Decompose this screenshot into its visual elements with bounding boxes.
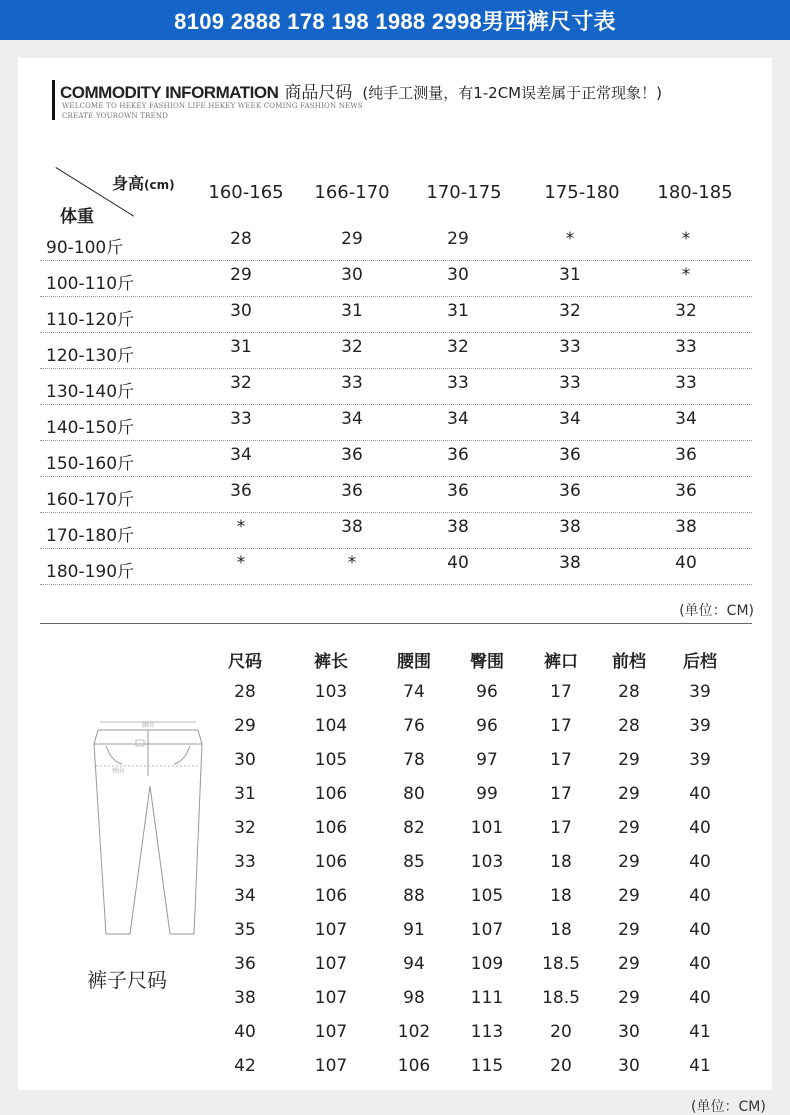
measurement-cell: 17 [550,750,572,770]
measurement-cell: 29 [618,852,640,872]
measurement-column-header: 前档 [612,652,646,672]
measurement-cell: 80 [403,784,425,804]
size-cell: 38 [341,517,363,537]
weight-range-label: 90-100斤 [46,238,124,258]
corner-height-text: 身高 [112,174,145,193]
weight-range-label: 100-110斤 [46,274,135,294]
measurement-cell: 74 [403,682,425,702]
size-cell: 36 [559,445,581,465]
measurement-cell: 39 [689,716,711,736]
corner-label-height [112,171,175,194]
measurement-cell: 107 [314,1022,348,1042]
weight-range-label: 130-140斤 [46,382,135,402]
size-cell: 38 [559,553,581,573]
size-cell: 32 [447,337,469,357]
measurement-cell: 40 [689,784,711,804]
measurement-cell: 29 [618,920,640,940]
size-cell: 38 [675,517,697,537]
measurement-cell: 34 [234,886,256,906]
size-cell: 30 [341,265,363,285]
measurement-cell: 29 [618,818,640,838]
measurement-cell: 41 [689,1022,711,1042]
measurement-cell: 39 [689,682,711,702]
measurement-cell: 40 [689,852,711,872]
measurement-cell: 96 [476,682,498,702]
measurement-cell: 17 [550,818,572,838]
size-cell: 28 [230,229,252,249]
info-heading [60,78,662,103]
size-cell: 33 [675,337,697,357]
measurement-cell: 18 [550,920,572,940]
size-cell: 34 [447,409,469,429]
size-cell: 40 [447,553,469,573]
size-cell: 34 [341,409,363,429]
weight-row [40,441,752,477]
measurement-cell: 111 [470,988,504,1008]
measurement-column-header: 裤长 [314,652,348,672]
weight-range-label: 120-130斤 [46,346,135,366]
measurement-cell: 107 [314,920,348,940]
measurement-cell: 40 [689,954,711,974]
measurement-cell: 107 [314,1056,348,1076]
weight-row [40,369,752,405]
info-title-en: COMMODITY INFORMATION [60,83,279,102]
size-cell: 31 [447,301,469,321]
size-cell: * [565,229,575,249]
table2-unit-note: (单位：CM) [691,1099,766,1115]
measurement-cell: 115 [470,1056,504,1076]
weight-row [40,513,752,549]
weight-row [40,297,752,333]
size-cell: 34 [559,409,581,429]
measurement-cell: 18.5 [542,988,580,1008]
corner-height-unit: (cm) [144,178,175,192]
measurement-cell: 28 [618,682,640,702]
height-column-header: 175-180 [544,182,620,203]
measurement-cell: 17 [550,682,572,702]
size-cell: 38 [447,517,469,537]
measurement-cell: 29 [618,954,640,974]
measurement-cell: 106 [314,818,348,838]
measurement-cell: 38 [234,988,256,1008]
size-cell: 36 [447,481,469,501]
info-subtitle-line-2: CREATE YOUROWN TREND [62,112,169,120]
size-cell: 30 [230,301,252,321]
measurement-cell: 99 [476,784,498,804]
size-cell: 33 [675,373,697,393]
measurement-cell: 103 [470,852,504,872]
weight-row [40,225,752,261]
measurement-cell: 18 [550,852,572,872]
measurement-cell: 109 [470,954,504,974]
weight-range-label: 180-190斤 [46,562,135,582]
size-cell: * [236,553,246,573]
size-cell: * [681,229,691,249]
measurement-column-header: 裤口 [544,652,578,672]
measurement-cell: 85 [403,852,425,872]
measurement-cell: 20 [550,1056,572,1076]
measurement-cell: 91 [403,920,425,940]
size-cell: 36 [341,445,363,465]
measurement-cell: 78 [403,750,425,770]
measurement-cell: 31 [234,784,256,804]
measurement-cell: 106 [314,784,348,804]
pants-waist-label: 腰围 [141,722,155,729]
size-cell: 36 [230,481,252,501]
size-cell: 33 [230,409,252,429]
measurement-cell: 40 [234,1022,256,1042]
size-cell: 29 [341,229,363,249]
page-header-title: 8109 2888 178 198 1988 2998男西裤尺寸表 [0,0,790,40]
size-cell: 29 [230,265,252,285]
weight-range-label: 160-170斤 [46,490,135,510]
measurement-cell: 101 [470,818,504,838]
size-cell: 36 [341,481,363,501]
weight-range-label: 170-180斤 [46,526,135,546]
size-cell: 31 [230,337,252,357]
measurement-cell: 76 [403,716,425,736]
measurement-cell: 107 [314,954,348,974]
measurement-cell: 17 [550,784,572,804]
measurement-cell: 29 [618,750,640,770]
measurement-cell: 94 [403,954,425,974]
size-cell: * [681,265,691,285]
measurement-cell: 35 [234,920,256,940]
measurement-cell: 106 [397,1056,431,1076]
size-cell: 33 [559,373,581,393]
info-accent-bar [52,80,55,120]
measurement-cell: 33 [234,852,256,872]
measurement-cell: 96 [476,716,498,736]
measurement-cell: 40 [689,988,711,1008]
measurement-column-header: 臀围 [470,652,504,672]
weight-range-label: 110-120斤 [46,310,135,330]
measurement-cell: 104 [314,716,348,736]
measurement-cell: 18 [550,886,572,906]
measurement-cell: 105 [470,886,504,906]
pants-illustration [84,716,214,936]
measurement-cell: 29 [234,716,256,736]
size-cell: 36 [675,481,697,501]
height-column-header: 166-170 [314,182,390,203]
measurement-cell: 42 [234,1056,256,1076]
measurement-column-header: 尺码 [228,652,262,672]
measurement-cell: 30 [618,1022,640,1042]
height-column-header: 180-185 [657,182,733,203]
measurement-cell: 40 [689,886,711,906]
weight-range-label: 140-150斤 [46,418,135,438]
size-cell: 38 [559,517,581,537]
size-cell: 40 [675,553,697,573]
measurement-cell: 36 [234,954,256,974]
info-title-cn: 商品尺码 [284,83,353,103]
size-cell: 31 [341,301,363,321]
size-cell: 32 [675,301,697,321]
measurement-cell: 30 [618,1056,640,1076]
measurement-column-header: 腰围 [397,652,431,672]
measurement-cell: 32 [234,818,256,838]
size-cell: 32 [230,373,252,393]
size-cell: 33 [559,337,581,357]
height-column-header: 160-165 [208,182,284,203]
size-cell: 30 [447,265,469,285]
measurement-cell: 30 [234,750,256,770]
weight-row [40,333,752,369]
measurement-cell: 39 [689,750,711,770]
size-cell: 33 [447,373,469,393]
weight-range-label: 150-160斤 [46,454,135,474]
size-cell: 36 [559,481,581,501]
table1-unit-note: (单位：CM) [679,603,754,619]
size-cell: 33 [341,373,363,393]
measurement-cell: 103 [314,682,348,702]
size-cell: 34 [230,445,252,465]
weight-row [40,405,752,441]
measurement-cell: 97 [476,750,498,770]
info-subtitle [62,101,363,121]
measurement-cell: 106 [314,886,348,906]
measurement-cell: 20 [550,1022,572,1042]
measurement-cell: 102 [397,1022,431,1042]
measurement-cell: 18.5 [542,954,580,974]
measurement-cell: 107 [470,920,504,940]
measurement-cell: 107 [314,988,348,1008]
size-cell: 31 [559,265,581,285]
size-cell: * [347,553,357,573]
weight-row [40,261,752,297]
measurement-cell: 28 [234,682,256,702]
measurement-cell: 88 [403,886,425,906]
corner-label-weight: 体重 [60,207,94,227]
info-subtitle-line-1: WELCOME TO HEKEY FASHION LIFE HEKEY WEEK COMING FASHION NEWS [62,102,363,110]
size-cell: 34 [675,409,697,429]
size-cell: 36 [447,445,469,465]
measurement-column-header: 后档 [683,652,717,672]
measurement-cell: 29 [618,886,640,906]
section-divider [40,623,752,624]
measurement-cell: 28 [618,716,640,736]
size-cell: 32 [559,301,581,321]
height-column-header: 170-175 [426,182,502,203]
pants-hip-label: 臀围 [111,768,125,775]
measurement-cell: 106 [314,852,348,872]
measurement-cell: 105 [314,750,348,770]
measurement-cell: 29 [618,988,640,1008]
size-cell: 29 [447,229,469,249]
measurement-cell: 40 [689,920,711,940]
measurement-cell: 40 [689,818,711,838]
weight-row [40,477,752,513]
size-cell: 32 [341,337,363,357]
measurement-cell: 98 [403,988,425,1008]
pants-caption: 裤子尺码 [87,968,167,992]
measurement-cell: 113 [470,1022,504,1042]
measurement-cell: 29 [618,784,640,804]
size-cell: 36 [675,445,697,465]
weight-row [40,549,752,585]
info-note: (纯手工测量，有1-2CM误差属于正常现象！) [362,84,662,102]
measurement-cell: 17 [550,716,572,736]
measurement-cell: 82 [403,818,425,838]
size-cell: * [236,517,246,537]
measurement-cell: 41 [689,1056,711,1076]
